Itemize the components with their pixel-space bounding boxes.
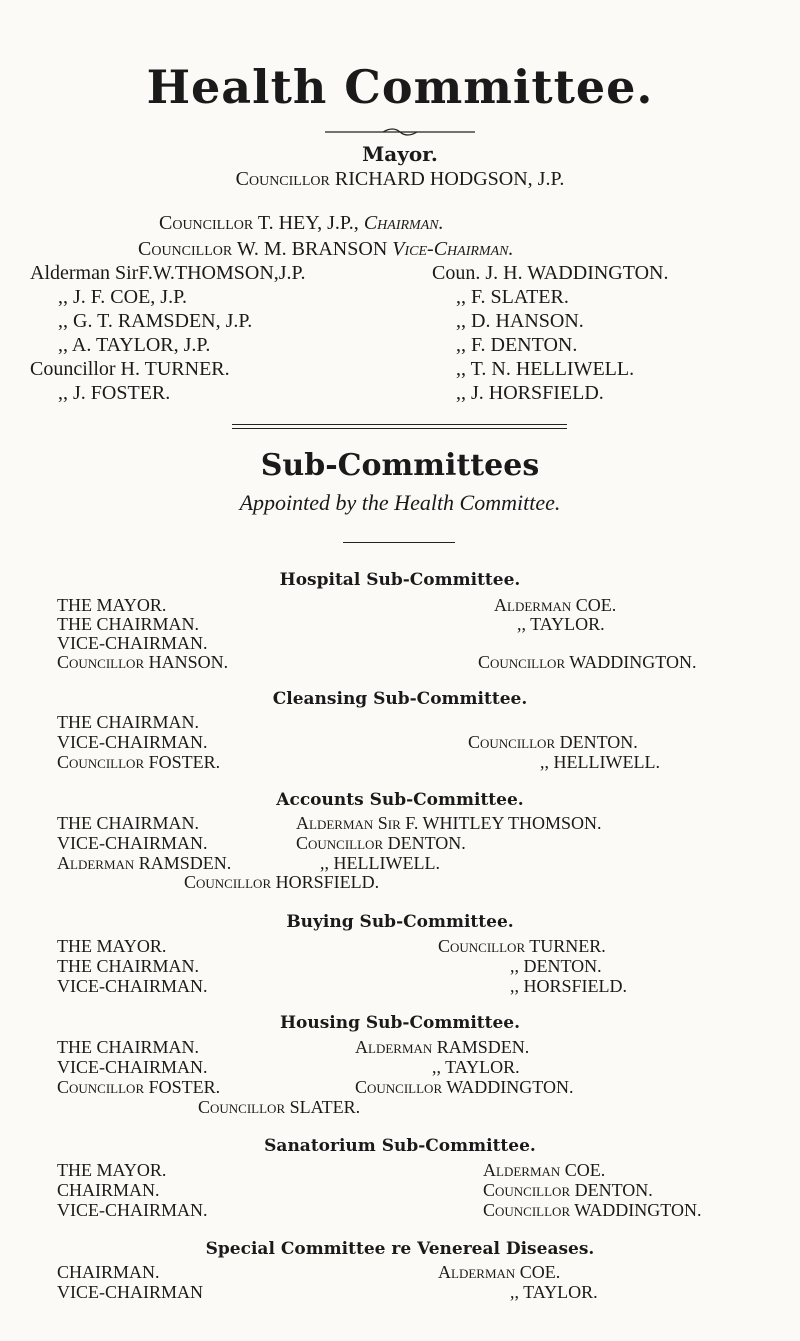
cleansing-heading: Cleansing Sub-Committee. — [272, 689, 528, 709]
buying-member: ,, HORSFIELD. — [510, 976, 628, 996]
vice-chairman-line — [138, 238, 513, 261]
sanatorium-member: THE MAYOR. — [57, 1160, 167, 1180]
venereal-member: Alderman COE. — [438, 1262, 561, 1282]
sanatorium-member: VICE-CHAIRMAN. — [57, 1200, 208, 1220]
housing-member: THE CHAIRMAN. — [57, 1037, 199, 1057]
housing-heading: Housing Sub-Committee. — [279, 1013, 521, 1033]
accounts-member: Alderman Sir F. WHITLEY THOMSON. — [296, 813, 602, 833]
hospital-member: Councillor HANSON. — [57, 652, 229, 672]
sanatorium-heading: Sanatorium Sub-Committee. — [264, 1136, 536, 1156]
buying-member: THE MAYOR. — [57, 936, 167, 956]
vice-chairman-role: Vice-Chairman. — [392, 238, 514, 260]
member-right: ,, J. HORSFIELD. — [456, 382, 604, 404]
subcommittees-subheading: Appointed by the Health Committee. — [239, 490, 561, 515]
buying-heading: Buying Sub-Committee. — [286, 912, 514, 932]
accounts-member: Alderman RAMSDEN. — [57, 853, 232, 873]
buying-member: ,, DENTON. — [510, 956, 602, 976]
member-left: ,, A. TAYLOR, J.P. — [58, 334, 211, 356]
hospital-member: VICE-CHAIRMAN. — [57, 633, 208, 653]
cleansing-member: Councillor FOSTER. — [57, 752, 221, 772]
buying-member: VICE-CHAIRMAN. — [57, 976, 208, 996]
divider-rule — [232, 424, 567, 425]
sanatorium-member: CHAIRMAN. — [57, 1180, 160, 1200]
accounts-member: THE CHAIRMAN. — [57, 813, 199, 833]
hospital-member: THE MAYOR. — [57, 595, 167, 615]
accounts-member: VICE-CHAIRMAN. — [57, 833, 208, 853]
mayor-name: Councillor RICHARD HODGSON, J.P. — [235, 168, 565, 190]
venereal-heading: Special Committee re Venereal Diseases. — [205, 1239, 595, 1259]
cleansing-member: Councillor DENTON. — [468, 732, 638, 752]
member-left: ,, J. FOSTER. — [58, 382, 171, 404]
member-right: ,, F. SLATER. — [456, 286, 569, 308]
member-left: ,, G. T. RAMSDEN, J.P. — [58, 310, 253, 332]
venereal-member: CHAIRMAN. — [57, 1262, 160, 1282]
buying-member: THE CHAIRMAN. — [57, 956, 199, 976]
hospital-member: THE CHAIRMAN. — [57, 614, 199, 634]
chairman-name: Councillor T. HEY, J.P., — [159, 212, 364, 234]
divider-rule — [232, 428, 567, 429]
page-title: Health Committee. — [146, 60, 654, 114]
sanatorium-member: Alderman COE. — [483, 1160, 606, 1180]
member-right: ,, F. DENTON. — [456, 334, 578, 356]
accounts-member: ,, HELLIWELL. — [320, 853, 440, 873]
venereal-member: ,, TAYLOR. — [510, 1282, 598, 1302]
sanatorium-member: Councillor WADDINGTON. — [483, 1200, 702, 1220]
housing-member: Councillor WADDINGTON. — [355, 1077, 574, 1097]
member-right: Coun. J. H. WADDINGTON. — [432, 262, 669, 284]
housing-member: Councillor SLATER. — [198, 1097, 361, 1117]
hospital-member: ,, TAYLOR. — [517, 614, 605, 634]
accounts-heading: Accounts Sub-Committee. — [276, 790, 524, 810]
flourish-ornament — [325, 126, 475, 136]
buying-member: Councillor TURNER. — [438, 936, 606, 956]
chairman-line — [159, 212, 444, 235]
housing-member: Councillor FOSTER. — [57, 1077, 221, 1097]
member-right: ,, T. N. HELLIWELL. — [456, 358, 635, 380]
housing-member: VICE-CHAIRMAN. — [57, 1057, 208, 1077]
sanatorium-member: Councillor DENTON. — [483, 1180, 653, 1200]
hospital-member: Councillor WADDINGTON. — [478, 652, 697, 672]
housing-member: ,, TAYLOR. — [432, 1057, 520, 1077]
cleansing-member: THE CHAIRMAN. — [57, 712, 199, 732]
member-right: ,, D. HANSON. — [456, 310, 584, 332]
chairman-role: Chairman. — [363, 212, 444, 234]
cleansing-member: VICE-CHAIRMAN. — [57, 732, 208, 752]
cleansing-member: ,, HELLIWELL. — [540, 752, 660, 772]
mayor-heading: Mayor. — [362, 142, 438, 166]
member-left: Councillor H. TURNER. — [30, 358, 230, 380]
hospital-member: Alderman COE. — [494, 595, 617, 615]
vice-chairman-name: Councillor W. M. BRANSON — [138, 238, 393, 260]
housing-member: Alderman RAMSDEN. — [355, 1037, 530, 1057]
member-left: ,, J. F. COE, J.P. — [58, 286, 187, 308]
divider-rule — [343, 542, 455, 543]
accounts-member: Councillor DENTON. — [296, 833, 466, 853]
venereal-member: VICE-CHAIRMAN — [57, 1282, 203, 1302]
hospital-heading: Hospital Sub-Committee. — [279, 570, 521, 590]
member-left: Alderman SirF.W.THOMSON,J.P. — [30, 262, 306, 284]
subcommittees-heading: Sub-Committees — [260, 448, 540, 483]
accounts-member: Councillor HORSFIELD. — [184, 872, 380, 892]
